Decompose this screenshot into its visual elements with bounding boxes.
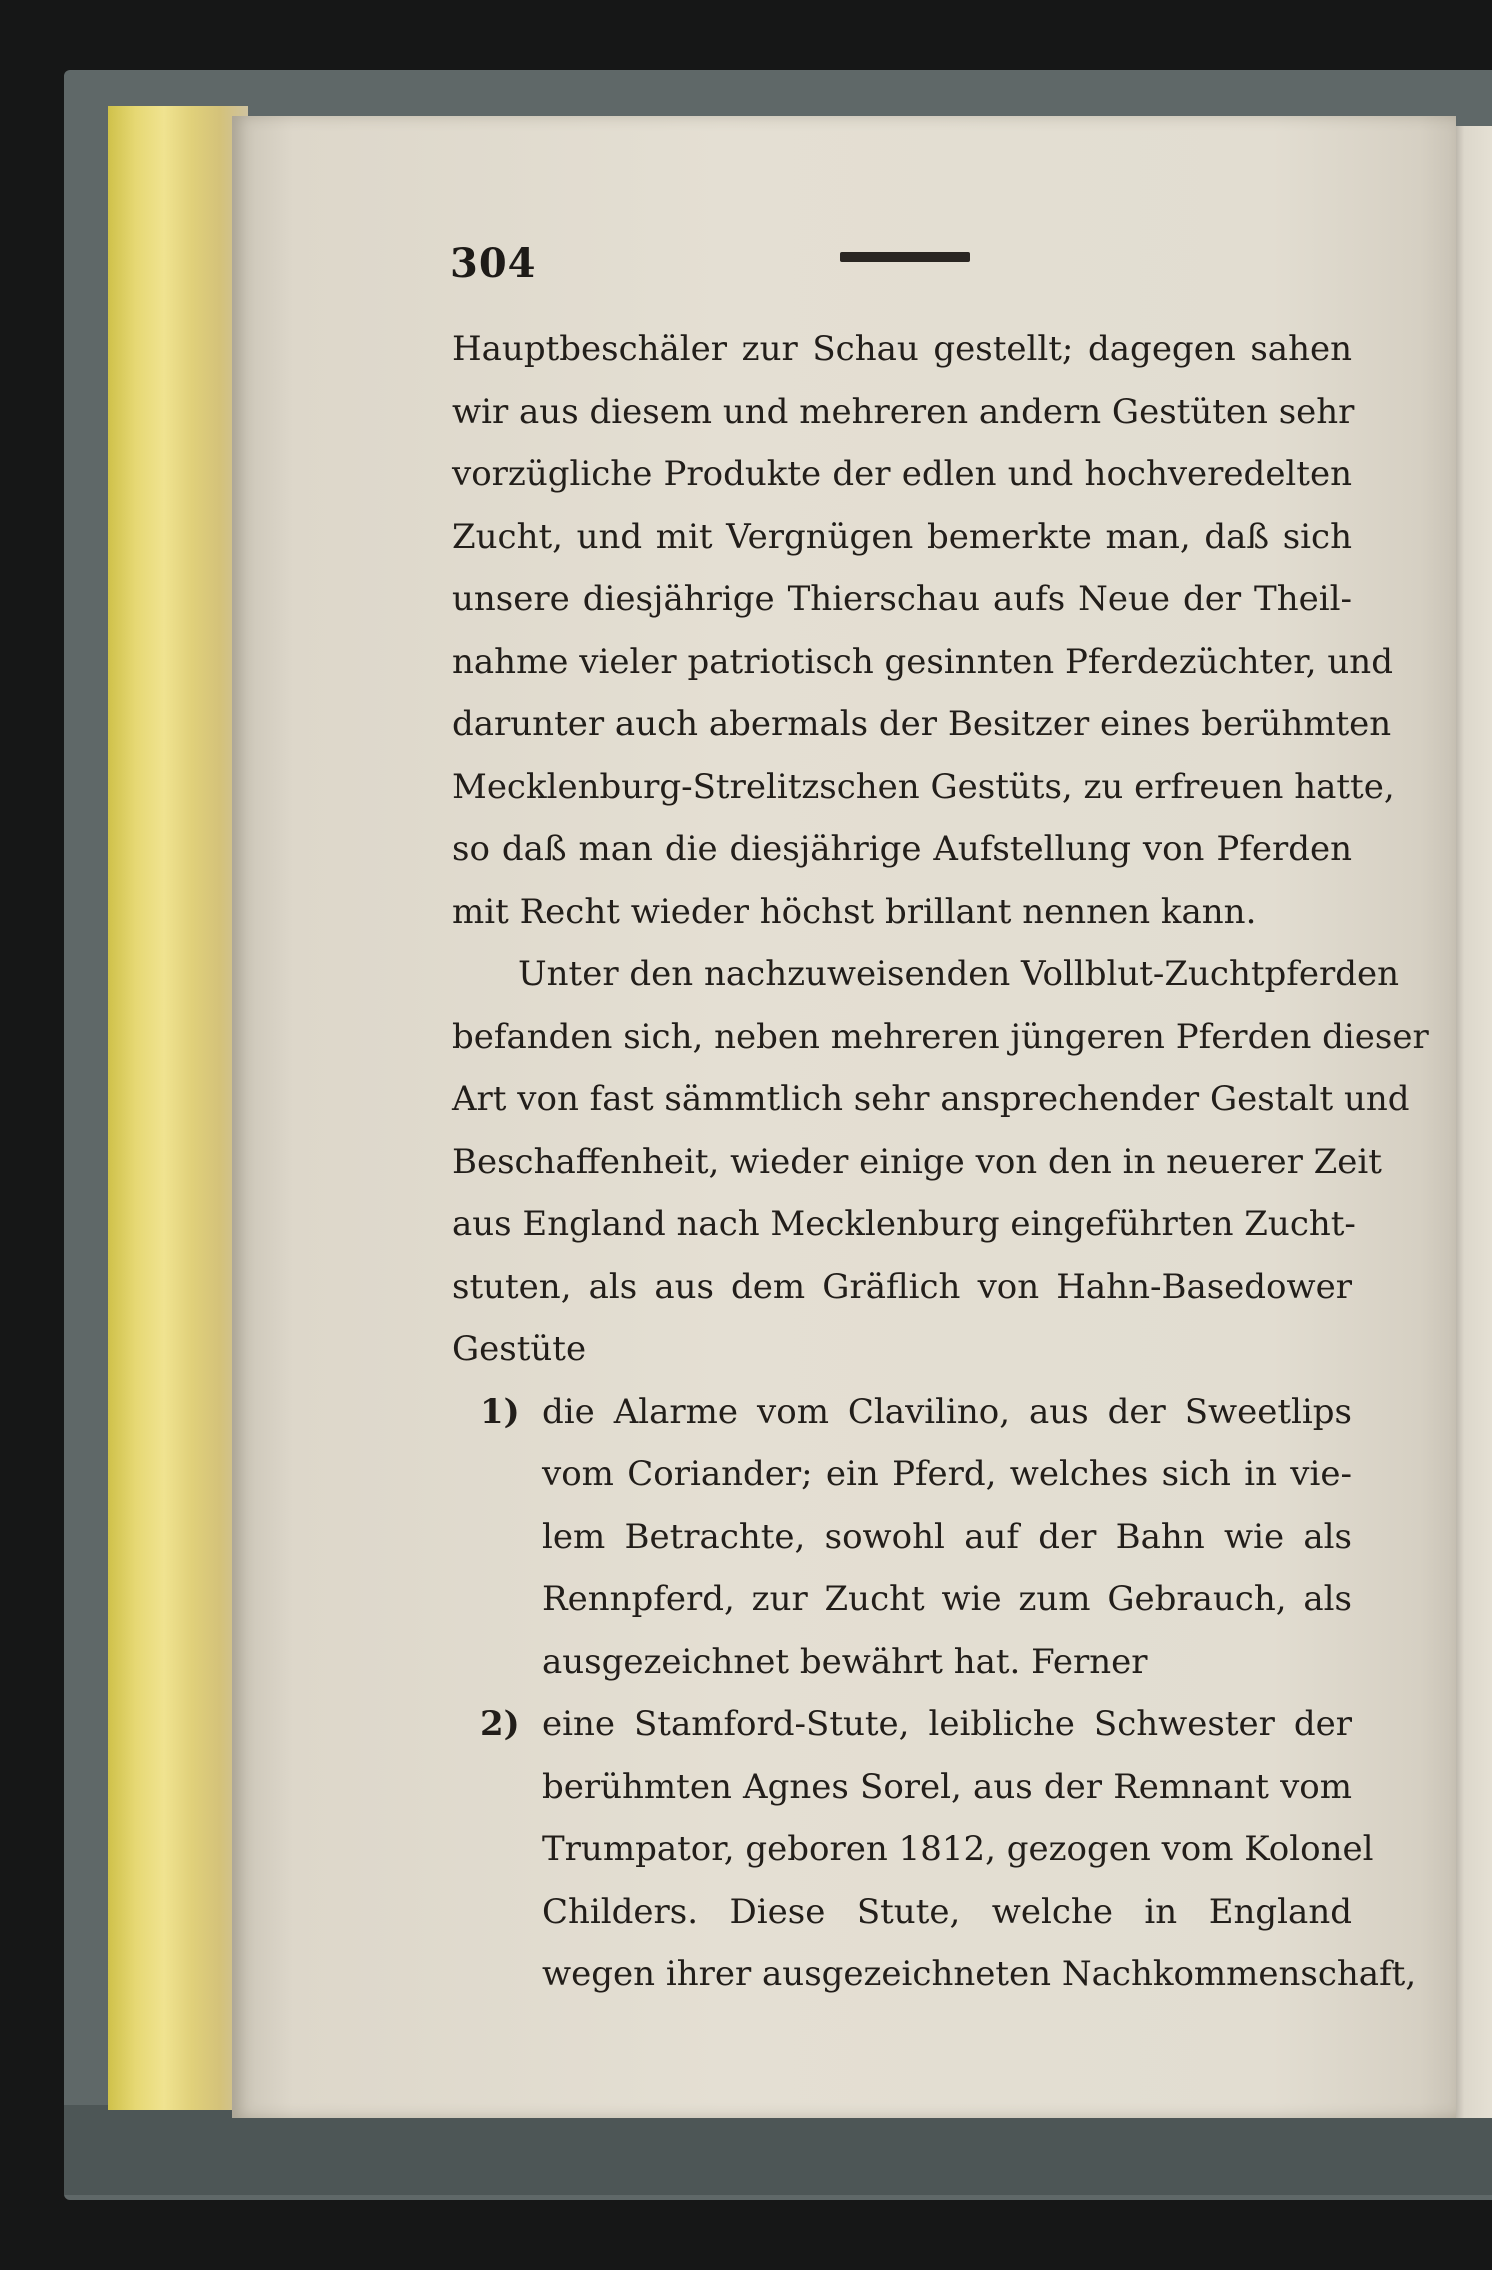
list-marker: 1) — [480, 1391, 520, 1432]
text-line: Hauptbeschäler zur Schau gestellt; dagegen sahen — [452, 329, 1352, 369]
text-line: Beschaffenheit, wieder einige von den in neuerer Zeit — [452, 1141, 1382, 1182]
page-number: 304 — [450, 240, 537, 287]
text-line: unsere diesjährige Thierschau aufs Neue der Theil- — [452, 579, 1352, 619]
text-line: aus England nach Mecklenburg eingeführten Zucht- — [452, 1204, 1356, 1244]
text-line: vom Coriander; ein Pferd, welches sich in vie- — [542, 1454, 1352, 1494]
list-item — [452, 1381, 1352, 1444]
text-line: darunter auch abermals der Besitzer eines berühmten — [452, 704, 1392, 744]
text-line: Trumpator, geboren 1812, gezogen vom Kolonel — [542, 1829, 1374, 1869]
book-cover-bottom-edge — [64, 2105, 1492, 2195]
body-text — [452, 318, 1429, 2006]
text-line: berühmten Agnes Sorel, aus der Remnant vom — [542, 1766, 1352, 1807]
gilt-page-edges — [108, 106, 248, 2110]
header-ornament-rule — [840, 252, 970, 262]
text-line: nahme vieler patriotisch gesinnten Pferdezüchter, und — [452, 641, 1393, 682]
text-line: Childers. Diese Stute, welche in England — [542, 1891, 1352, 1932]
text-line: Zucht, und mit Vergnügen bemerkte man, daß sich — [452, 516, 1352, 557]
text-line: Mecklenburg-Strelitzschen Gestüts, zu erfreuen hatte, — [452, 766, 1395, 807]
text-line: ausgezeichnet bewährt hat. Ferner — [542, 1641, 1148, 1682]
text-line: wegen ihrer ausgezeichneten Nachkommenschaft, — [542, 1954, 1417, 1994]
text-line: so daß man die diesjährige Aufstellung von Pferden — [452, 829, 1352, 869]
text-line: befanden sich, neben mehreren jüngeren Pferden dieser — [452, 1016, 1429, 1057]
text-line: Rennpferd, zur Zucht wie zum Gebrauch, als — [542, 1579, 1352, 1619]
text-line: wir aus diesem und mehreren andern Gestüten sehr — [452, 391, 1355, 432]
text-line: Unter den nachzuweisenden Vollblut-Zuchtpferden — [518, 954, 1400, 994]
text-line: stuten, als aus dem Gräflich von Hahn-Basedower — [452, 1266, 1352, 1307]
text-line: lem Betrachte, sowohl auf der Bahn wie als — [542, 1516, 1352, 1557]
page-header — [450, 240, 970, 290]
text-line: mit Recht wieder höchst brillant nennen kann. — [452, 891, 1257, 932]
text-line: Gestüte — [452, 1329, 587, 1369]
text-line: Art von fast sämmtlich sehr ansprechender Gestalt und — [452, 1079, 1410, 1119]
text-line: vorzügliche Produkte der edlen und hochveredelten — [452, 454, 1352, 494]
list-item-text: die Alarme vom Clavilino, aus der Sweetlips — [542, 1391, 1352, 1432]
list-item-text: eine Stamford-Stute, leibliche Schwester der — [542, 1704, 1352, 1744]
list-item — [452, 1693, 1352, 1756]
list-marker: 2) — [480, 1704, 520, 1744]
